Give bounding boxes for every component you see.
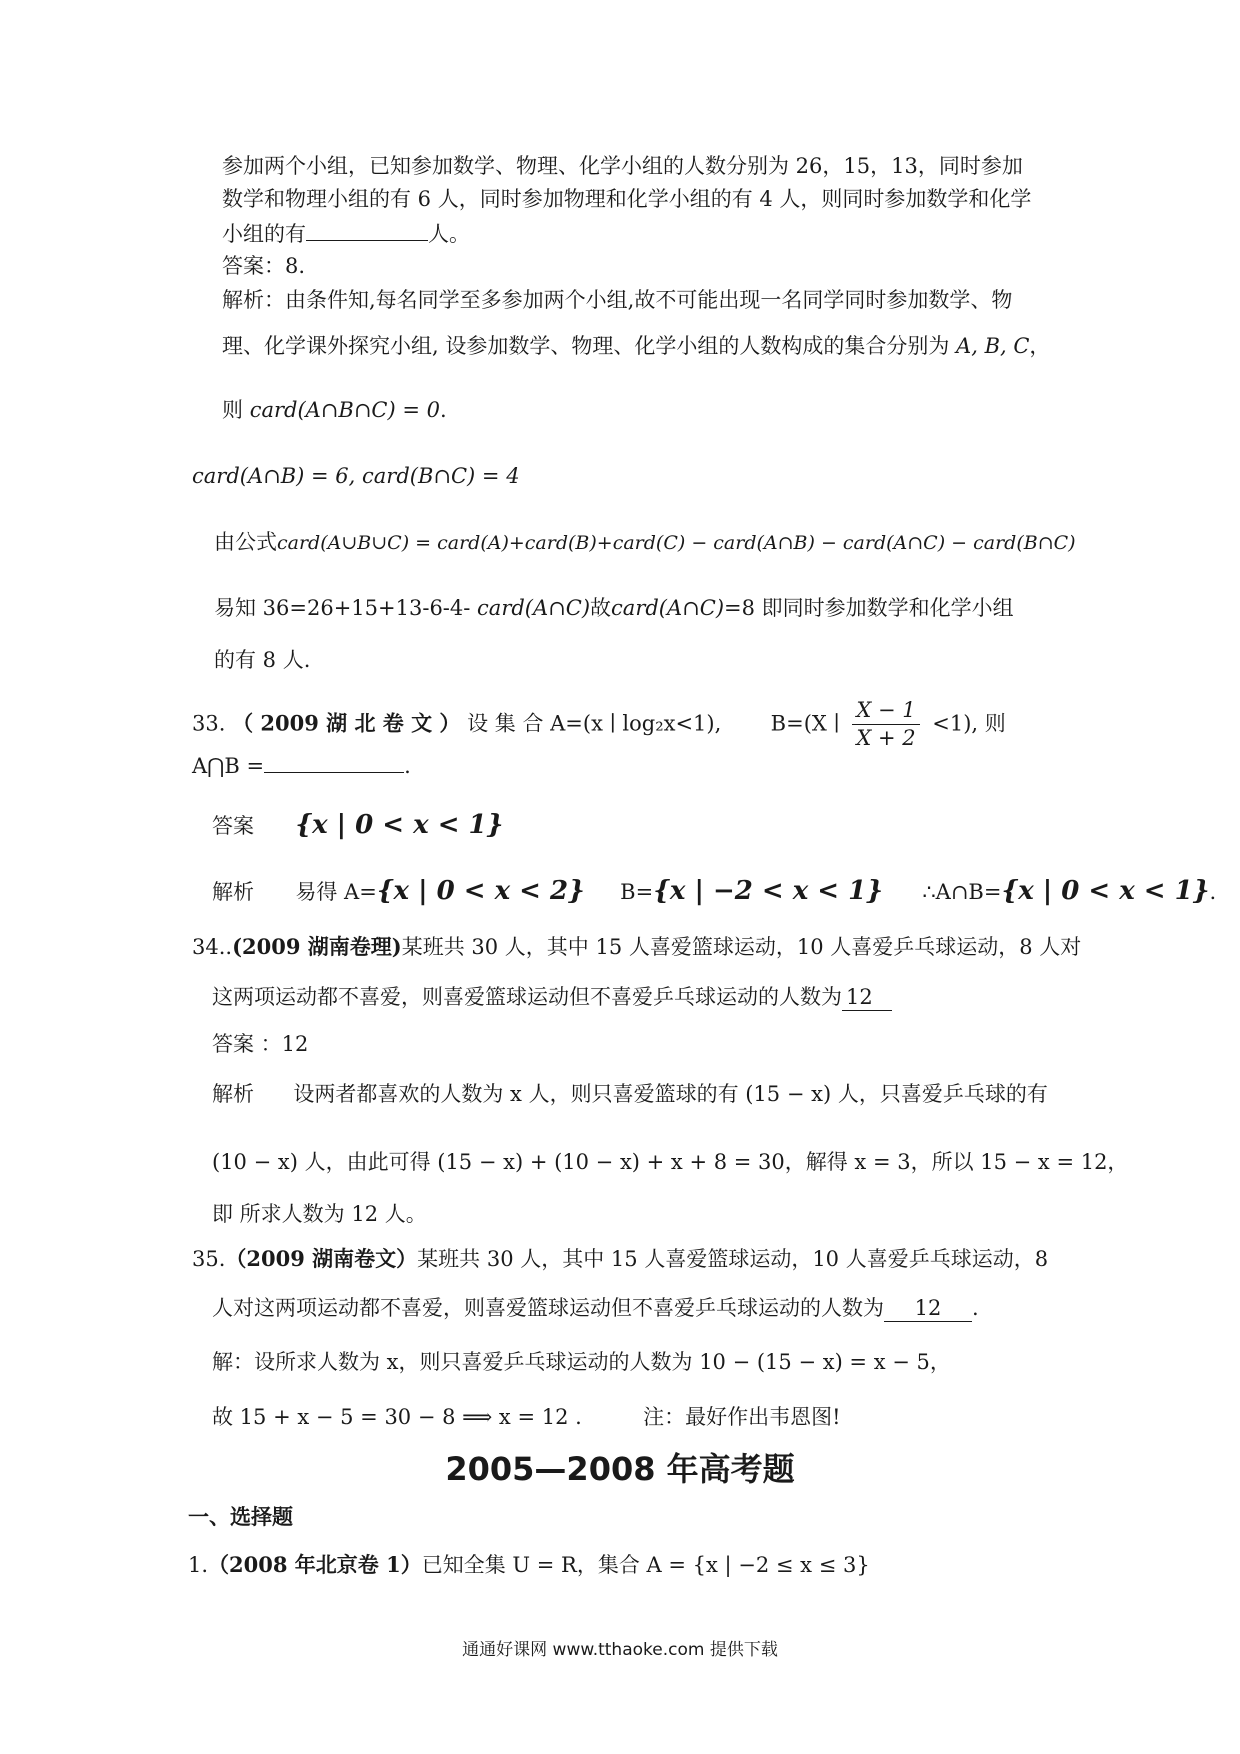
math-expression: card(A∩B∩C) = 0 [249,398,440,422]
fraction-denominator: X + 2 [856,726,916,751]
text: 人对这两项运动都不喜爱，则喜爱篮球运动但不喜爱乒乓球运动的人数为 [212,1296,884,1320]
paragraph-line: 的有 8 人. [214,648,311,672]
paragraph-line: 参加两个小组，已知参加数学、物理、化学小组的人数分别为 26，15，13，同时参加 [222,154,1023,178]
text: 则 [222,398,243,422]
paragraph-line: 数学和物理小组的有 6 人，同时参加物理和化学小组的有 4 人，则同时参加数学和化学 [222,187,1032,211]
question-33-line2 [192,752,411,779]
question-source: (2009 湖南卷理) [232,934,402,959]
math-expression: card(A∩C) [477,596,591,620]
text: 故 [590,596,612,620]
math-expression: {x | −2 < x < 1} [653,876,883,906]
math-expression: card(A∪B∪C) = card(A)+card(B)+card(C) − card(A∩B) − card(A∩C) − card(B∩C) [277,532,1076,554]
question-35 [192,1246,1048,1272]
math-line: card(A∩B) = 6, card(B∩C) = 4 [192,464,520,488]
math-expression: {x | 0 < x < 2} [376,876,585,906]
analysis-line [222,334,1050,359]
analysis-line: (10 − x) 人，由此可得 (15 − x) + (10 − x) + x + 8 = 30，解得 x = 3，所以 15 − x = 12， [212,1150,1129,1174]
question-34-line2 [212,985,892,1011]
question-33 [192,697,1006,753]
page-footer: 通通好课网 www.tthaoke.com 提供下载 [462,1640,778,1660]
answer-blank [264,752,404,773]
solution-line: 解：设所求人数为 x，则只喜爱乒乓球运动的人数为 10 − (15 − x) = x − 5， [212,1350,951,1374]
answer-line [212,810,503,841]
text: . [440,398,447,422]
text: 已知全集 U = R，集合 A = {x | −2 ≤ x ≤ 3} [421,1553,870,1577]
analysis-line [212,876,1216,907]
analysis-line [212,1082,1048,1107]
label: 解析 [212,880,254,904]
text: ， [1029,334,1051,358]
text: 某班共 30 人，其中 15 人喜爱篮球运动，10 人喜爱乒乓球运动，8 人对 [401,935,1082,959]
question-35-line2 [212,1296,979,1322]
text: 设 集 合 A=(x ∣ log₂x<1), [467,711,722,736]
fraction-numerator: X − 1 [852,697,919,725]
text: . [404,754,411,778]
question-source: （ 2009 湖 北 卷 文 ） [232,710,461,736]
formula-line [214,530,1076,555]
text: . [972,1296,979,1320]
text: =8 即同时参加数学和化学小组 [724,596,1014,620]
label: 解析 [212,1082,254,1106]
question-number: 34.. [192,935,233,959]
question-source: （2009 湖南卷文） [225,1246,418,1271]
text: <1), 则 [932,711,1006,736]
answer-fill: 12 [884,1296,972,1322]
text: B=(X ∣ [770,711,840,736]
section-title: 2005—2008 年高考题 [445,1450,795,1488]
note: 注：最好作出韦恩图! [643,1405,841,1429]
text: B= [620,880,654,904]
text: 易得 A= [295,880,377,904]
answer-line: 答案：8. [222,254,306,278]
text: 某班共 30 人，其中 15 人喜爱篮球运动，10 人喜爱乒乓球运动，8 [417,1247,1049,1271]
text: ∴A∩B= [922,880,1002,904]
paragraph-line [222,220,470,247]
question-1 [188,1552,870,1578]
answer-line: 答案 ：12 [212,1032,309,1056]
math-expression: card(A∩C) [611,596,725,620]
answer-fill: 12 [842,985,892,1011]
question-34 [192,934,1081,960]
math-line [222,398,447,423]
answer-blank [306,220,428,241]
question-number: 33. [192,711,226,736]
text: . [1209,880,1217,904]
text: 人。 [428,222,470,246]
analysis-line: 即 所求人数为 12 人。 [212,1202,427,1226]
section-subtitle: 一、选择题 [188,1504,293,1529]
text: 这两项运动都不喜爱，则喜爱篮球运动但不喜爱乒乓球运动的人数为 [212,985,842,1009]
fraction [852,697,919,753]
solution-line [212,1405,841,1430]
label: 答案 [212,814,254,838]
text: A⋂B = [192,754,265,778]
text: 易知 36=26+15+13-6-4- [214,596,471,620]
math-line [214,596,1014,621]
question-number: 35. [192,1247,226,1271]
analysis-line: 解析：由条件知,每名同学至多参加两个小组,故不可能出现一名同学同时参加数学、物 [222,288,1013,312]
math-expression: {x | 0 < x < 1} [1001,876,1210,906]
text: 由公式 [214,530,277,554]
math-expression: A, B, C [956,334,1030,358]
question-number: 1. [188,1553,209,1577]
question-source: （2008 年北京卷 1） [208,1552,422,1577]
math-expression: 故 15 + x − 5 = 30 − 8 ⟹ x = 12 . [212,1405,582,1429]
text: 小组的有 [222,222,306,246]
text: 设两者都喜欢的人数为 x 人，则只喜爱篮球的有 (15 − x) 人，只喜爱乒乓球的有 [293,1082,1048,1106]
math-expression: {x | 0 < x < 1} [295,810,504,840]
text: 理、化学课外探究小组, 设参加数学、物理、化学小组的人数构成的集合分别为 [222,334,950,358]
